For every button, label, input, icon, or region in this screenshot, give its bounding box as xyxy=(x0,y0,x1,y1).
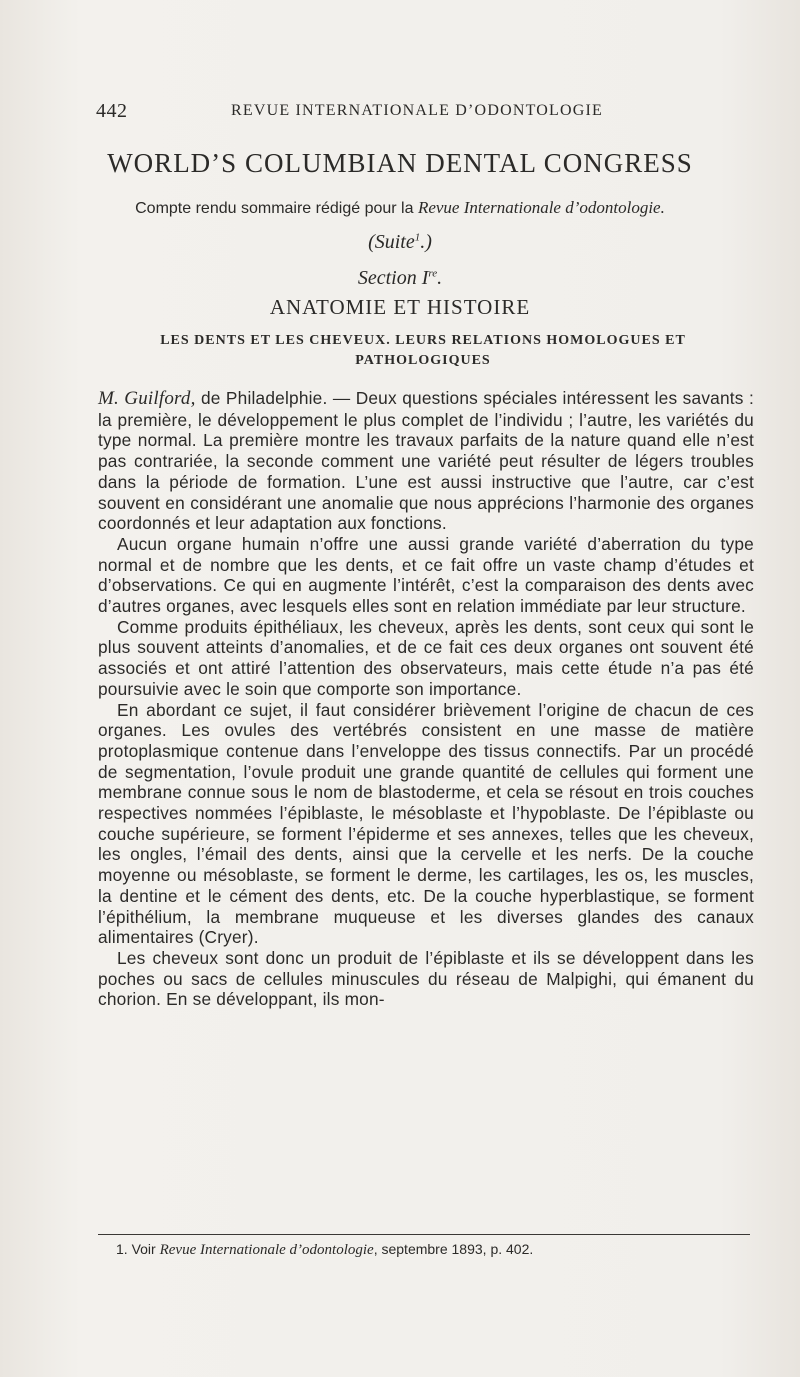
suite-close: .) xyxy=(420,231,432,253)
subtitle-text: Compte rendu sommaire rédigé pour la xyxy=(135,200,418,217)
paragraph: Aucun organe humain n’offre une aussi grande variété d’aberration du type normal et de nombre que les dents, et ce fait offre un vaste champ d’études et d’observations. Ce qui en augmente l’intérêt, c’est la comparaison des dents avec d’autres organes, avec lesquels elles sont en relation immédiate par leur structure. xyxy=(98,533,754,617)
footnote-divider xyxy=(98,1234,750,1235)
section-text: Section I xyxy=(357,267,429,289)
section-subheading: LES DENTS ET LES CHEVEUX. LEURS RELATIONS HOMOLOGUES ET PATHOLOGIQUES xyxy=(160,333,686,368)
paragraph: En abordant ce sujet, il faut considérer brièvement l’origine de chacun de ces organes. Les ovules des vertébrés consistent en une masse de matière protoplasmique contenue dans l’enveloppe des tissus connectifs. Par un procédé de segmentation, l’ovule produit une grande quantité de cellules qui forment une membrane connue sous le nom de blastoderme, et cela se résout en trois couches respectives nommées l’épiblaste, le mésoblaste et l’hypoblaste. De l’épiblaste ou couche supérieure, se forment l’épiderme et ses annexes, telles que les cheveux, les ongles, l’émail des dents, ainsi que la cervelle et les nerfs. De la couche moyenne ou mésoblaste, se forment le derme, les cartilages, les os, les muscles, la dentine et le cément des dents, etc. De la couche hyperblastique, se forment l’épithélium, la membrane muqueuse et les diverses glandes des canaux alimentaires (Cryer). xyxy=(98,699,754,948)
article-body xyxy=(98,388,754,1010)
footnote-suffix: , septembre 1893, p. 402. xyxy=(373,1241,534,1257)
paragraph: Comme produits épithéliaux, les cheveux, après les dents, sont ceux qui sont le plus souvent atteints d’anomalies, et de ce fait ces deux organes ont souvent été associés et ont attiré l’attention des observateurs, mais cette étude n’a pas été poursuivie avec le soin que comporte son importance. xyxy=(98,616,754,699)
paragraph-text: de Philadelphie. — Deux questions spéciales intéressent les savants : la première, le développement le plus complet de l’individu ; l’autre, les variétés du type normal. La première montre les travaux parfaits de la nature quand elle n’est pas contrariée, la seconde comment une variété peut résulter de légers troubles dans la période de formation. L’une est aussi instructive que l’autre, car c’est souvent en considérant une anomalie que nous apprécions l’harmonie des organes coordonnés et leur adaptation aux fonctions. xyxy=(98,388,754,534)
footnote-prefix: 1. Voir xyxy=(116,1241,160,1257)
section-sup: re xyxy=(428,267,438,280)
running-head xyxy=(96,100,720,126)
journal-title: REVUE INTERNATIONALE D’ODONTOLOGIE xyxy=(231,102,604,119)
section-close: . xyxy=(437,267,443,289)
section-heading: ANATOMIE ET HISTOIRE xyxy=(269,295,531,319)
footnote-marker: 1 xyxy=(414,231,421,244)
page-number: 442 xyxy=(96,100,128,122)
paragraph: Les cheveux sont donc un produit de l’épiblaste et ils se développent dans les poches ou sacs de cellules minuscules du réseau de Malpighi, qui émanent du chorion. En se développant, ils mon- xyxy=(98,947,754,1010)
footnote xyxy=(116,1240,756,1259)
suite-note xyxy=(0,231,800,254)
suite-text: (Suite xyxy=(368,231,415,253)
paragraph xyxy=(98,388,754,534)
subtitle-journal: Revue Internationale d’odontologie. xyxy=(417,198,665,217)
section-label xyxy=(0,267,800,290)
footnote-journal: Revue Internationale d’odontologie xyxy=(159,1242,374,1258)
author-name: M. Guilford, xyxy=(98,388,196,409)
article-subtitle xyxy=(0,198,800,218)
article-title: WORLD’S COLUMBIAN DENTAL CONGRESS xyxy=(107,148,693,178)
